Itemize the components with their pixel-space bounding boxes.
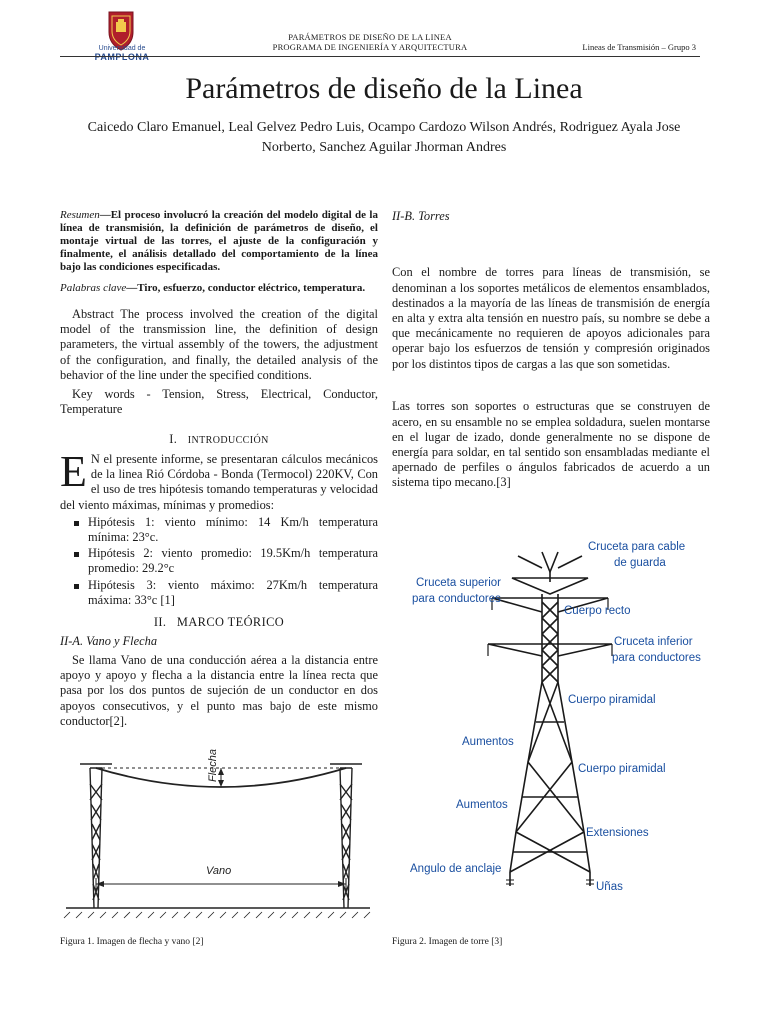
label-unas: Uñas — [596, 881, 623, 893]
hypotheses-list — [60, 515, 378, 608]
keywords — [60, 282, 378, 295]
header-line2: PROGRAMA DE INGENIERÍA Y ARQUITECTURA — [272, 42, 468, 52]
label-aumentos-2: Aumentos — [456, 799, 508, 811]
label-cruceta-cable-2: de guarda — [614, 557, 666, 569]
label-aumentos-1: Aumentos — [462, 736, 514, 748]
torres-paragraph-1 — [392, 253, 710, 384]
page-title: Parámetros de diseño de la Linea — [185, 72, 583, 105]
abstract — [60, 209, 378, 274]
figure1-caption: Figura 1. Imagen de flecha y vano [2] — [60, 937, 204, 947]
intro-text: N el presente informe, se presentaran cálculos mecánicos de la linea Rió Córdoba - Bonda (Termocol) 220KV, Con el uso de tres hipótesis tomando temperaturas y velocidad del viento máximas, mínimas y promedios: — [60, 452, 378, 512]
english-keywords: Key words - Tension, Stress, Electrical, Conductor, Temperature — [60, 387, 378, 417]
list-item: Hipótesis 3: viento máximo: 27Km/h temperatura máxima: 33°c [1] — [60, 578, 378, 608]
abstract-text: —El proceso involucró la creación del modelo digital de la línea de transmisión, la definición de parámetros de diseño, el montaje virtual de las torres, el ajuste de la configuración y finalmente, el análisis detallado del comportamiento de la línea bajo las condiciones especificadas. — [60, 209, 378, 273]
authors: Caicedo Claro Emanuel, Leal Gelvez Pedro Luis, Ocampo Cardozo Wilson Andrés, Rodriguez Ayala Jose Norberto, Sanchez Aguilar Jhorman Andres — [87, 120, 681, 155]
label-extensiones: Extensiones — [586, 827, 649, 839]
english-abstract-block — [60, 307, 378, 421]
section1-title: INTRODUCCIÓN — [187, 435, 269, 446]
section-heading-introduccion — [60, 432, 378, 448]
list-item: Hipótesis 2: viento promedio: 19.5Km/h temperatura promedio: 29.2°c — [60, 546, 378, 576]
header-rule — [60, 56, 700, 57]
list-item: Hipótesis 1: viento mínimo: 14 Km/h temperatura mínima: 23°c. — [60, 515, 378, 545]
running-header-center — [230, 32, 510, 52]
figure-torre — [392, 532, 722, 904]
section-heading-marco-teorico — [60, 615, 378, 630]
label-cuerpo-piramidal-2: Cuerpo piramidal — [578, 763, 666, 775]
abstract-label: Resumen — [60, 209, 100, 221]
university-name — [82, 44, 162, 62]
university-line2: PAMPLONA — [94, 52, 150, 62]
label-cruceta-superior-2: para conductores — [412, 593, 501, 605]
label-cuerpo-recto: Cuerpo recto — [564, 605, 631, 617]
keywords-label: Palabras clave — [60, 282, 127, 294]
flecha-label: Flecha — [207, 748, 219, 782]
university-line1: Universidad de — [98, 45, 146, 52]
subsection-torres: II-B. Torres — [392, 209, 450, 223]
label-cuerpo-piramidal-1: Cuerpo piramidal — [568, 694, 656, 706]
introduction — [60, 447, 378, 609]
figure-flecha-vano — [60, 744, 376, 926]
vano-paragraph — [60, 653, 378, 729]
section2-number: II. — [153, 615, 167, 629]
running-header-right: Lineas de Transmisión – Grupo 3 — [582, 42, 696, 52]
torres-paragraph-2 — [392, 387, 710, 503]
torres-text-1: Con el nombre de torres para líneas de transmisión, se denominan a los soportes metálicos de elementos ensamblados, destinados a la mayoría de las líneas de transmisión de energía en alta y extra alta tensión en nuestro país, su nombre se debe a que mecánicamente no requieren de apoyos adicionales para operar bajo los esfuerzos de tensión y compresión originados por los distintos tipos de cargas a las que son sometidas. — [392, 265, 710, 371]
section2-title: MARCO TEÓRICO — [176, 615, 285, 629]
label-cruceta-superior-1: Cruceta superior — [416, 577, 502, 589]
keywords-text: —Tiro, esfuerzo, conductor eléctrico, temperatura. — [126, 282, 366, 294]
vano-text: Se llama Vano de una conducción aérea a la distancia entre apoyo y apoyo y flecha a la distancia entre la línea recta que pasa por los dos puntos de sujeción de un conductor en dos apoyos consecutivos, y el punto mas bajo de este mismo conductor[2]. — [60, 653, 378, 728]
english-abstract: Abstract The process involved the creation of the digital model of the transmission line, the definition of design parameters, the virtual assembly of the towers, the adjustment of the configuration, and finally, the detailed analysis of the behavior of the line under the specified conditions. — [60, 307, 378, 382]
torres-text-2: Las torres son soportes o estructuras que se construyen de acero, en su ensamble no se emplea soldadura, suelen montarse en el lugar de izado, donde generalmente no se dispone de energía para soldar, en tal sentido son ensambladas mediante el apernado de perfiles o ángulos fabricados de acuerdo a un sistema tipo mecano.[3] — [392, 399, 710, 490]
label-cruceta-inferior-1: Cruceta inferior — [614, 636, 693, 648]
section1-number: I. — [169, 432, 178, 446]
dropcap: E — [60, 447, 87, 496]
figure2-caption: Figura 2. Imagen de torre [3] — [392, 937, 503, 947]
vano-label: Vano — [206, 865, 232, 877]
label-cruceta-inferior-2: para conductores — [612, 652, 701, 664]
label-cruceta-cable-1: Cruceta para cable — [588, 541, 686, 553]
label-angulo-anclaje: Angulo de anclaje — [410, 863, 502, 875]
header-line1: PARÁMETROS DE DISEÑO DE LA LINEA — [288, 32, 452, 42]
subsection-vano-flecha: II-A. Vano y Flecha — [60, 634, 158, 648]
